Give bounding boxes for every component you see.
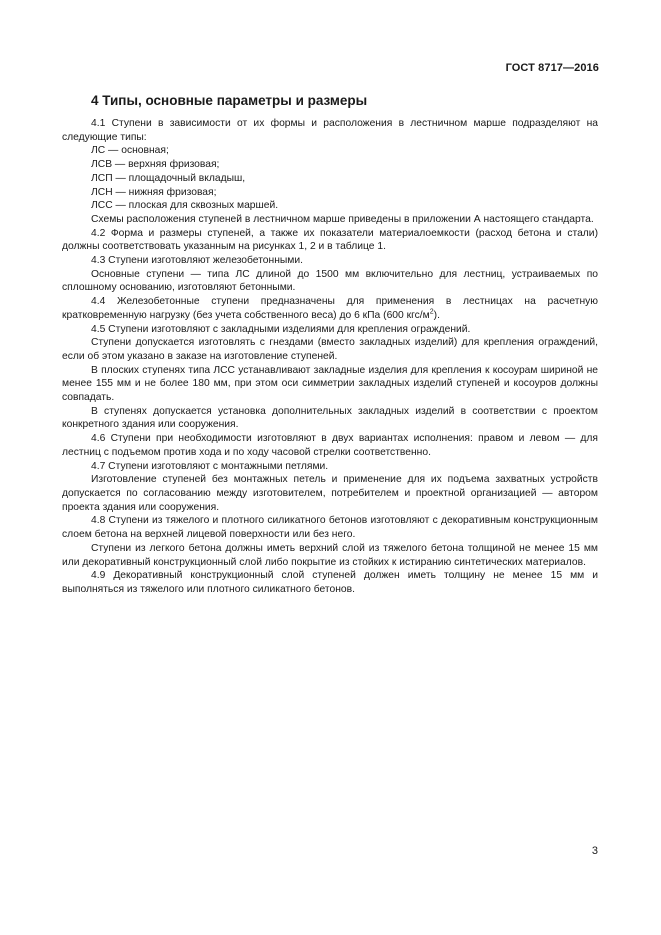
list-item-lsv: ЛСВ — верхняя фризовая; <box>91 159 220 171</box>
paragraph-4-4-text: 4.4 Железобетонные ступени предназначены для применения в лестницах на расчетную кратковременную нагрузку (без учета собственного веса) до 6 кПа (600 кгс/м <box>62 296 598 321</box>
paragraph-4-8: 4.8 Ступени из тяжелого и плотного силикатного бетонов изготовляют с декоративным конструкционным слоем бетона на верхней лицевой поверхности или без него. <box>62 515 598 541</box>
list-item-lss: ЛСС — плоская для сквозных маршей. <box>91 200 279 212</box>
paragraph-4-5: 4.5 Ступени изготовляют с закладными изделиями для крепления ограждений. <box>91 323 471 335</box>
paragraph-lss-embedded: В плоских ступенях типа ЛСС устанавливают закладные изделия для крепления к косоурам шириной не менее 155 мм и не более 180 мм, при этом оси симметрии закладных изделий ступеней и косоуров должны совпадать. <box>62 364 598 404</box>
paragraph-light-concrete: Ступени из легкого бетона должны иметь верхний слой из тяжелого бетона толщиной не менее 15 мм или декоративный конструкционный слой либо покрытие из стойких к истиранию синтетических материалов. <box>62 542 598 568</box>
page-number: 3 <box>591 845 598 857</box>
standard-designation: ГОСТ 8717—2016 <box>505 62 599 74</box>
paragraph-4-4-tail: ). <box>433 309 440 321</box>
paragraph-without-loops: Изготовление ступеней без монтажных петель и применение для их подъема захватных устройств допускается по согласованию между изготовителем, потребителем и проектной организацией — автором проекта здания или сооружения. <box>62 474 598 513</box>
paragraph-4-1: 4.1 Ступени в зависимости от их формы и расположения в лестничном марше подразделяют на следующие типы: <box>62 118 598 143</box>
paragraph-4-7: 4.7 Ступени изготовляют с монтажными петлями. <box>91 460 329 472</box>
list-item-lsn: ЛСН — нижняя фризовая; <box>91 186 217 198</box>
paragraph-sockets: Ступени допускается изготовлять с гнездами (вместо закладных изделий) для крепления ограждений, если об этом указано в заказе на изготовление ступеней. <box>62 337 598 362</box>
paragraph-4-6: 4.6 Ступени при необходимости изготовляют в двух вариантах исполнения: правом и левом — для лестниц с подъемом против хода и по ходу часовой стрелки соответственно. <box>62 433 598 458</box>
document-body <box>62 117 598 597</box>
paragraph-4-3: 4.3 Ступени изготовляют железобетонными. <box>91 255 303 267</box>
paragraph-schemes: Схемы расположения ступеней в лестничном марше приведены в приложении А настоящего стандарта. <box>91 213 594 225</box>
list-item-ls: ЛС — основная; <box>91 145 169 157</box>
paragraph-4-9: 4.9 Декоративный конструкционный слой ступеней должен иметь толщину не менее 15 мм и выполняться из тяжелого или плотного силикатного бетонов. <box>62 570 598 595</box>
superscript-two: 2 <box>429 308 434 316</box>
paragraph-4-4 <box>62 295 598 322</box>
paragraph-basic-steps: Основные ступени — типа ЛС длиной до 1500 мм включительно для лестниц, устраиваемых по сплошному основанию, изготовляют бетонными. <box>62 268 598 294</box>
section-title: 4 Типы, основные параметры и размеры <box>91 93 368 108</box>
paragraph-additional-embedded: В ступенях допускается установка дополнительных закладных изделий в соответствии с проектом конкретного здания или сооружения. <box>62 405 598 431</box>
list-item-lsp: ЛСП — площадочный вкладыш, <box>91 172 246 184</box>
paragraph-4-2: 4.2 Форма и размеры ступеней, а также их показатели материалоемкости (расход бетона и стали) должны соответствовать указанным на рисунках 1, 2 и в таблице 1. <box>62 227 598 253</box>
